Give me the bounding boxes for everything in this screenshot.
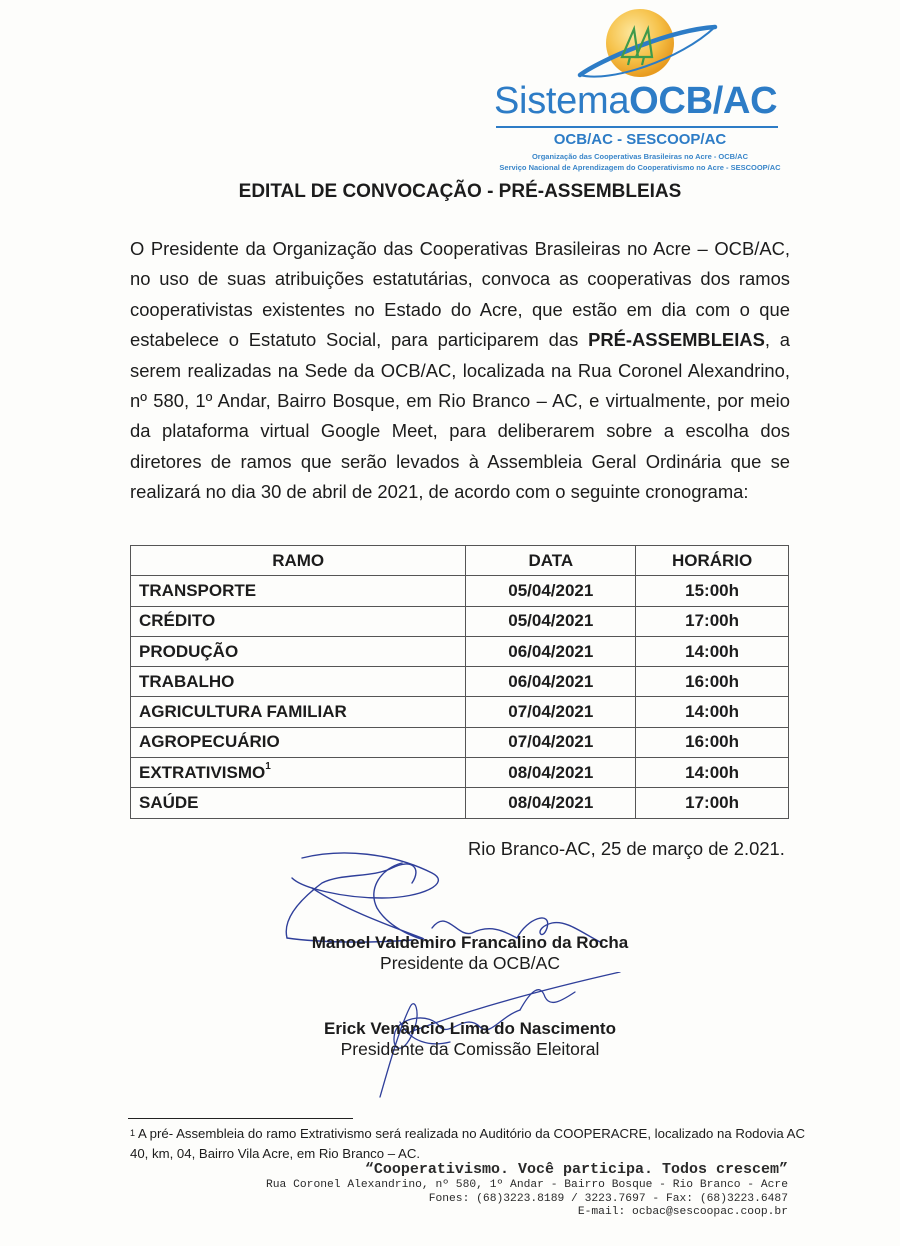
cell-data: 08/04/2021 xyxy=(466,758,636,788)
signatory-name: Erick Venâncio Lima do Nascimento xyxy=(324,1019,616,1038)
cell-horario: 14:00h xyxy=(636,758,789,788)
ramo-label: SAÚDE xyxy=(139,793,199,813)
cell-data: 06/04/2021 xyxy=(466,667,636,697)
cell-horario: 15:00h xyxy=(636,576,789,606)
document-title: EDITAL DE CONVOCAÇÃO - PRÉ-ASSEMBLEIAS xyxy=(238,181,682,202)
table-row xyxy=(131,636,789,666)
cell-data: 07/04/2021 xyxy=(466,727,636,757)
cell-horario: 16:00h xyxy=(636,727,789,757)
table-row xyxy=(131,758,789,788)
table-row xyxy=(131,697,789,727)
signatory-block-president xyxy=(240,933,700,974)
logo-wordmark-bold: OCB/AC xyxy=(629,80,778,122)
signatory-name: Manoel Valdemiro Francalino da Rocha xyxy=(311,933,629,952)
sun-trees-emblem-icon xyxy=(570,5,720,85)
signatory-block-commission xyxy=(240,1019,700,1060)
logo-org-name: Organização das Cooperativas Brasileiras no Acre - OCB/AC xyxy=(531,152,749,161)
cell-horario: 17:00h xyxy=(636,606,789,636)
footer-phones: Fones: (68)3223.8189 / 3223.7697 - Fax: (68)3223.6487 xyxy=(428,1192,788,1205)
slogan: “Cooperativismo. Você participa. Todos crescem” xyxy=(364,1161,788,1178)
cell-horario: 14:00h xyxy=(636,697,789,727)
table-row xyxy=(131,576,789,606)
logo-divider xyxy=(496,126,778,128)
cell-ramo xyxy=(131,788,466,818)
table-row xyxy=(131,606,789,636)
table-row xyxy=(131,788,789,818)
paragraph-bold-term: PRÉ-ASSEMBLEIAS xyxy=(588,329,765,351)
footer-address: Rua Coronel Alexandrino, nº 580, 1º Andar - Bairro Bosque - Rio Branco - Acre xyxy=(265,1179,788,1191)
cell-ramo xyxy=(131,667,466,697)
place-and-date: Rio Branco-AC, 25 de março de 2.021. xyxy=(468,838,785,859)
logo-service-name: Serviço Nacional de Aprendizagem do Cooperativismo no Acre - SESCOOP/AC xyxy=(499,163,781,172)
schedule-table xyxy=(130,545,789,819)
ramo-label: CRÉDITO xyxy=(139,611,216,631)
footer-email: E-mail: ocbac@sescoopac.coop.br xyxy=(577,1206,788,1218)
organization-logo xyxy=(490,0,800,180)
cell-ramo xyxy=(131,697,466,727)
table-header-row xyxy=(131,546,789,576)
column-header-data: DATA xyxy=(466,546,636,576)
cell-ramo xyxy=(131,576,466,606)
paragraph-text-end: , a serem realizadas na Sede da OCB/AC, localizada na Rua Coronel Alexandrino, nº 580, 1º Andar, Bairro Bosque, em Rio Branco – AC, e virtualmente, por meio da plataforma virtual Google Meet, para deliberarem sobre a escolha dos diretores de ramos que serão levados à Assembleia Geral Ordinária que se realizará no dia 30 de abril de 2021, de acordo com o seguinte cronograma: xyxy=(130,329,790,503)
column-header-horario: HORÁRIO xyxy=(636,546,789,576)
footnote-text: A pré- Assembleia do ramo Extrativismo será realizada no Auditório da COOPERACRE, localizado na Rodovia AC 40, km, 04, Bairro Vila Acre, em Rio Branco – AC. xyxy=(130,1126,805,1161)
ramo-label: AGROPECUÁRIO xyxy=(139,732,280,752)
signatory-role: Presidente da OCB/AC xyxy=(380,953,560,973)
convocation-paragraph xyxy=(130,234,790,508)
signatory-role: Presidente da Comissão Eleitoral xyxy=(340,1039,600,1059)
logo-wordmark-regular: Sistema xyxy=(494,80,630,122)
footnote-divider xyxy=(128,1118,353,1119)
cell-data: 07/04/2021 xyxy=(466,697,636,727)
logo-subtitle: OCB/AC - SESCOOP/AC xyxy=(553,131,727,148)
cell-horario: 16:00h xyxy=(636,667,789,697)
cell-ramo xyxy=(131,606,466,636)
footnote-marker: 1 xyxy=(130,1128,136,1138)
paragraph-text-start: O Presidente da Organização das Cooperativas Brasileiras no Acre – OCB/AC, no uso de suas atribuições estatutárias, convoca as cooperativas dos ramos cooperativistas existentes no Estado do Acre, que estão em dia com o que estabelece o Estatuto Social, para participarem das xyxy=(130,238,790,351)
cell-data: 05/04/2021 xyxy=(466,606,636,636)
footnote-reference: 1 xyxy=(265,760,271,772)
ramo-label: PRODUÇÃO xyxy=(139,641,239,661)
logo-wordmark xyxy=(494,80,777,123)
cell-ramo xyxy=(131,636,466,666)
ramo-label: TRABALHO xyxy=(139,671,235,691)
cell-horario: 14:00h xyxy=(636,636,789,666)
cell-data: 05/04/2021 xyxy=(466,576,636,606)
cell-data: 06/04/2021 xyxy=(466,636,636,666)
letterhead-footer xyxy=(266,1161,788,1220)
ramo-label: AGRICULTURA FAMILIAR xyxy=(139,702,347,722)
cell-horario: 17:00h xyxy=(636,788,789,818)
cell-ramo xyxy=(131,758,466,788)
table-row xyxy=(131,727,789,757)
column-header-ramo: RAMO xyxy=(131,546,466,576)
ramo-label: TRANSPORTE xyxy=(139,580,257,600)
ramo-label: EXTRATIVISMO xyxy=(139,762,266,782)
footnote xyxy=(130,1124,810,1164)
cell-data: 08/04/2021 xyxy=(466,788,636,818)
table-row xyxy=(131,667,789,697)
cell-ramo xyxy=(131,727,466,757)
